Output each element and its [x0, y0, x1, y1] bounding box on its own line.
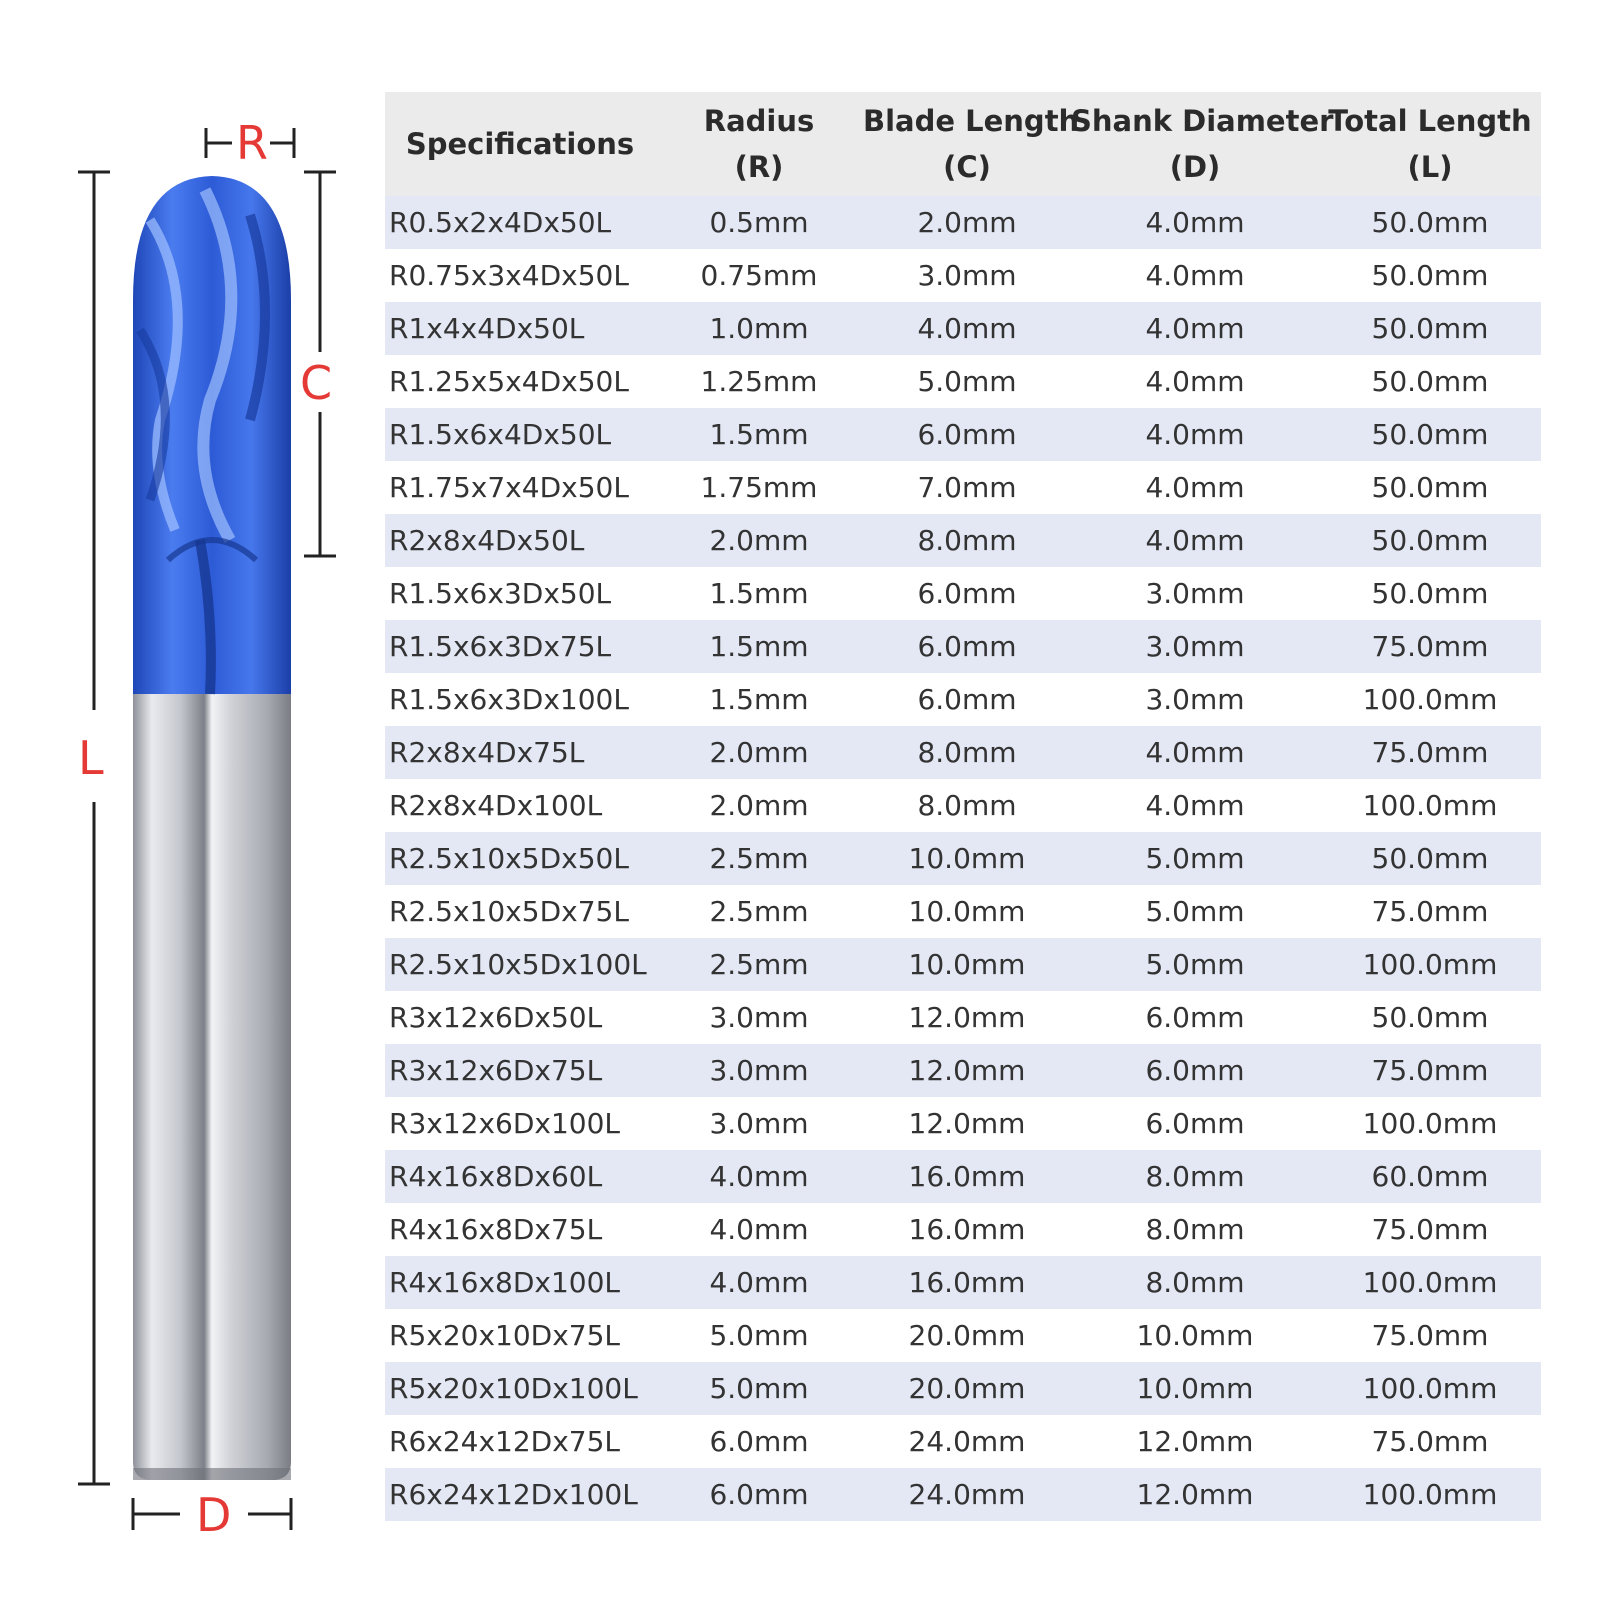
cell-total-length: 100.0mm [1362, 1107, 1498, 1140]
cell-shank-diameter: 10.0mm [1136, 1319, 1254, 1352]
cell-specification: R4x16x8Dx75L [389, 1213, 603, 1246]
end-mill-illustration [0, 0, 360, 1600]
cell-blade-length: 3.0mm [917, 259, 1017, 292]
cell-specification: R1.5x6x3Dx75L [389, 630, 612, 663]
cell-shank-diameter: 4.0mm [1145, 259, 1245, 292]
table-row [385, 1415, 1541, 1468]
cell-radius: 1.5mm [709, 577, 809, 610]
cell-total-length: 50.0mm [1371, 577, 1489, 610]
cell-total-length: 75.0mm [1371, 895, 1489, 928]
cell-radius: 2.5mm [709, 895, 809, 928]
table-body [385, 196, 1541, 1521]
cell-radius: 1.5mm [709, 683, 809, 716]
cell-total-length: 50.0mm [1371, 524, 1489, 557]
cell-specification: R3x12x6Dx100L [389, 1107, 621, 1140]
cell-radius: 3.0mm [709, 1107, 809, 1140]
cell-specification: R2x8x4Dx100L [389, 789, 603, 822]
c-label: C [300, 356, 333, 410]
d-label: D [196, 1488, 232, 1542]
table-row [385, 938, 1541, 991]
cell-radius: 5.0mm [709, 1372, 809, 1405]
cell-radius: 1.75mm [700, 471, 818, 504]
cell-specification: R4x16x8Dx100L [389, 1266, 621, 1299]
cell-blade-length: 4.0mm [917, 312, 1017, 345]
table-row [385, 1468, 1541, 1521]
cell-shank-diameter: 10.0mm [1136, 1372, 1254, 1405]
table-row [385, 1256, 1541, 1309]
l-dimension-line [78, 172, 110, 1484]
cell-shank-diameter: 8.0mm [1145, 1266, 1245, 1299]
table-row [385, 673, 1541, 726]
cell-blade-length: 5.0mm [917, 365, 1017, 398]
cell-specification: R3x12x6Dx75L [389, 1054, 603, 1087]
cell-radius: 2.0mm [709, 736, 809, 769]
cell-blade-length: 8.0mm [917, 524, 1017, 557]
cell-blade-length: 6.0mm [917, 683, 1017, 716]
cell-shank-diameter: 4.0mm [1145, 524, 1245, 557]
cell-shank-diameter: 8.0mm [1145, 1213, 1245, 1246]
cell-radius: 1.5mm [709, 630, 809, 663]
r-label: R [236, 116, 268, 170]
cell-radius: 6.0mm [709, 1478, 809, 1511]
cell-blade-length: 10.0mm [908, 948, 1026, 981]
cell-specification: R6x24x12Dx100L [389, 1478, 638, 1511]
cell-blade-length: 8.0mm [917, 789, 1017, 822]
cell-blade-length: 6.0mm [917, 577, 1017, 610]
cell-blade-length: 16.0mm [908, 1160, 1026, 1193]
cell-specification: R2.5x10x5Dx75L [389, 895, 629, 928]
table-row [385, 1150, 1541, 1203]
cell-blade-length: 16.0mm [908, 1213, 1026, 1246]
cell-specification: R2x8x4Dx75L [389, 736, 585, 769]
cell-shank-diameter: 3.0mm [1145, 630, 1245, 663]
cell-total-length: 50.0mm [1371, 259, 1489, 292]
cell-total-length: 50.0mm [1371, 206, 1489, 239]
cell-shank-diameter: 5.0mm [1145, 895, 1245, 928]
cell-total-length: 75.0mm [1371, 1425, 1489, 1458]
cell-blade-length: 24.0mm [908, 1425, 1026, 1458]
cell-total-length: 50.0mm [1371, 1001, 1489, 1034]
cell-shank-diameter: 12.0mm [1136, 1478, 1254, 1511]
cell-shank-diameter: 4.0mm [1145, 736, 1245, 769]
cell-shank-diameter: 6.0mm [1145, 1001, 1245, 1034]
cell-specification: R1.25x5x4Dx50L [389, 365, 629, 398]
cell-total-length: 50.0mm [1371, 365, 1489, 398]
cell-shank-diameter: 6.0mm [1145, 1054, 1245, 1087]
cell-total-length: 100.0mm [1362, 789, 1498, 822]
cell-radius: 1.5mm [709, 418, 809, 451]
header-shank-diameter: Shank Diameter (D) [1071, 104, 1334, 184]
cell-radius: 3.0mm [709, 1054, 809, 1087]
table-row [385, 1044, 1541, 1097]
header-radius: Radius (R) [703, 104, 815, 184]
end-mill-diagram [0, 0, 360, 1600]
table-row [385, 779, 1541, 832]
cell-total-length: 50.0mm [1371, 471, 1489, 504]
cell-specification: R1.5x6x3Dx100L [389, 683, 629, 716]
cell-radius: 2.0mm [709, 789, 809, 822]
cell-specification: R2.5x10x5Dx100L [389, 948, 647, 981]
cell-radius: 3.0mm [709, 1001, 809, 1034]
cell-total-length: 100.0mm [1362, 683, 1498, 716]
cell-shank-diameter: 5.0mm [1145, 842, 1245, 875]
table-row [385, 991, 1541, 1044]
cell-blade-length: 12.0mm [908, 1107, 1026, 1140]
cell-shank-diameter: 5.0mm [1145, 948, 1245, 981]
cell-specification: R2x8x4Dx50L [389, 524, 585, 557]
cell-specification: R4x16x8Dx60L [389, 1160, 603, 1193]
cell-specification: R3x12x6Dx50L [389, 1001, 603, 1034]
cell-radius: 1.25mm [700, 365, 818, 398]
table-row [385, 355, 1541, 408]
cell-radius: 6.0mm [709, 1425, 809, 1458]
cell-blade-length: 7.0mm [917, 471, 1017, 504]
cell-total-length: 60.0mm [1371, 1160, 1489, 1193]
table-row [385, 620, 1541, 673]
cell-total-length: 100.0mm [1362, 948, 1498, 981]
cell-radius: 2.0mm [709, 524, 809, 557]
l-label: L [78, 731, 104, 785]
cell-radius: 0.5mm [709, 206, 809, 239]
table-row [385, 885, 1541, 938]
cell-shank-diameter: 4.0mm [1145, 206, 1245, 239]
shank-body [133, 694, 291, 1480]
cell-total-length: 75.0mm [1371, 1054, 1489, 1087]
header-blade-length: Blade Length (C) [863, 104, 1080, 184]
cell-specification: R0.75x3x4Dx50L [389, 259, 629, 292]
cell-specification: R1x4x4Dx50L [389, 312, 585, 345]
table-row [385, 1362, 1541, 1415]
cell-radius: 2.5mm [709, 948, 809, 981]
table-row [385, 567, 1541, 620]
header-total-length: Total Length (L) [1328, 104, 1532, 184]
cell-specification: R1.75x7x4Dx50L [389, 471, 629, 504]
cell-specification: R0.5x2x4Dx50L [389, 206, 612, 239]
cell-radius: 2.5mm [709, 842, 809, 875]
table-row [385, 302, 1541, 355]
table-row [385, 514, 1541, 567]
cell-radius: 4.0mm [709, 1160, 809, 1193]
cell-total-length: 100.0mm [1362, 1372, 1498, 1405]
cell-blade-length: 12.0mm [908, 1001, 1026, 1034]
table-header [385, 92, 1541, 196]
cell-shank-diameter: 4.0mm [1145, 418, 1245, 451]
cell-blade-length: 8.0mm [917, 736, 1017, 769]
cell-specification: R2.5x10x5Dx50L [389, 842, 629, 875]
cell-specification: R6x24x12Dx75L [389, 1425, 621, 1458]
cell-specification: R1.5x6x3Dx50L [389, 577, 612, 610]
cell-total-length: 100.0mm [1362, 1266, 1498, 1299]
cell-blade-length: 6.0mm [917, 418, 1017, 451]
cell-radius: 1.0mm [709, 312, 809, 345]
cell-blade-length: 2.0mm [917, 206, 1017, 239]
cell-blade-length: 10.0mm [908, 842, 1026, 875]
cell-total-length: 50.0mm [1371, 842, 1489, 875]
table-row [385, 1097, 1541, 1150]
cell-blade-length: 6.0mm [917, 630, 1017, 663]
cell-specification: R5x20x10Dx100L [389, 1372, 638, 1405]
header-specifications: Specifications [405, 127, 635, 161]
cell-blade-length: 24.0mm [908, 1478, 1026, 1511]
cell-total-length: 75.0mm [1371, 1213, 1489, 1246]
cell-total-length: 75.0mm [1371, 1319, 1489, 1352]
table-row [385, 249, 1541, 302]
cell-total-length: 50.0mm [1371, 418, 1489, 451]
table-row [385, 1203, 1541, 1256]
cell-radius: 0.75mm [700, 259, 818, 292]
cell-shank-diameter: 4.0mm [1145, 471, 1245, 504]
cell-shank-diameter: 4.0mm [1145, 365, 1245, 398]
cell-radius: 4.0mm [709, 1213, 809, 1246]
cell-shank-diameter: 12.0mm [1136, 1425, 1254, 1458]
cell-blade-length: 20.0mm [908, 1372, 1026, 1405]
cell-shank-diameter: 4.0mm [1145, 312, 1245, 345]
cell-blade-length: 20.0mm [908, 1319, 1026, 1352]
table-row [385, 196, 1541, 249]
table-row [385, 832, 1541, 885]
specification-table [385, 92, 1541, 1521]
cell-blade-length: 12.0mm [908, 1054, 1026, 1087]
cell-blade-length: 10.0mm [908, 895, 1026, 928]
cell-radius: 4.0mm [709, 1266, 809, 1299]
cell-blade-length: 16.0mm [908, 1266, 1026, 1299]
cell-total-length: 75.0mm [1371, 736, 1489, 769]
cell-shank-diameter: 8.0mm [1145, 1160, 1245, 1193]
shank-end [133, 1468, 291, 1480]
cell-shank-diameter: 3.0mm [1145, 683, 1245, 716]
cell-specification: R5x20x10Dx75L [389, 1319, 621, 1352]
cell-shank-diameter: 4.0mm [1145, 789, 1245, 822]
table-row [385, 1309, 1541, 1362]
table-row [385, 726, 1541, 779]
table-row [385, 408, 1541, 461]
cell-shank-diameter: 3.0mm [1145, 577, 1245, 610]
cell-total-length: 100.0mm [1362, 1478, 1498, 1511]
cell-shank-diameter: 6.0mm [1145, 1107, 1245, 1140]
cell-radius: 5.0mm [709, 1319, 809, 1352]
cell-total-length: 50.0mm [1371, 312, 1489, 345]
table-row [385, 461, 1541, 514]
cell-total-length: 75.0mm [1371, 630, 1489, 663]
cell-specification: R1.5x6x4Dx50L [389, 418, 612, 451]
